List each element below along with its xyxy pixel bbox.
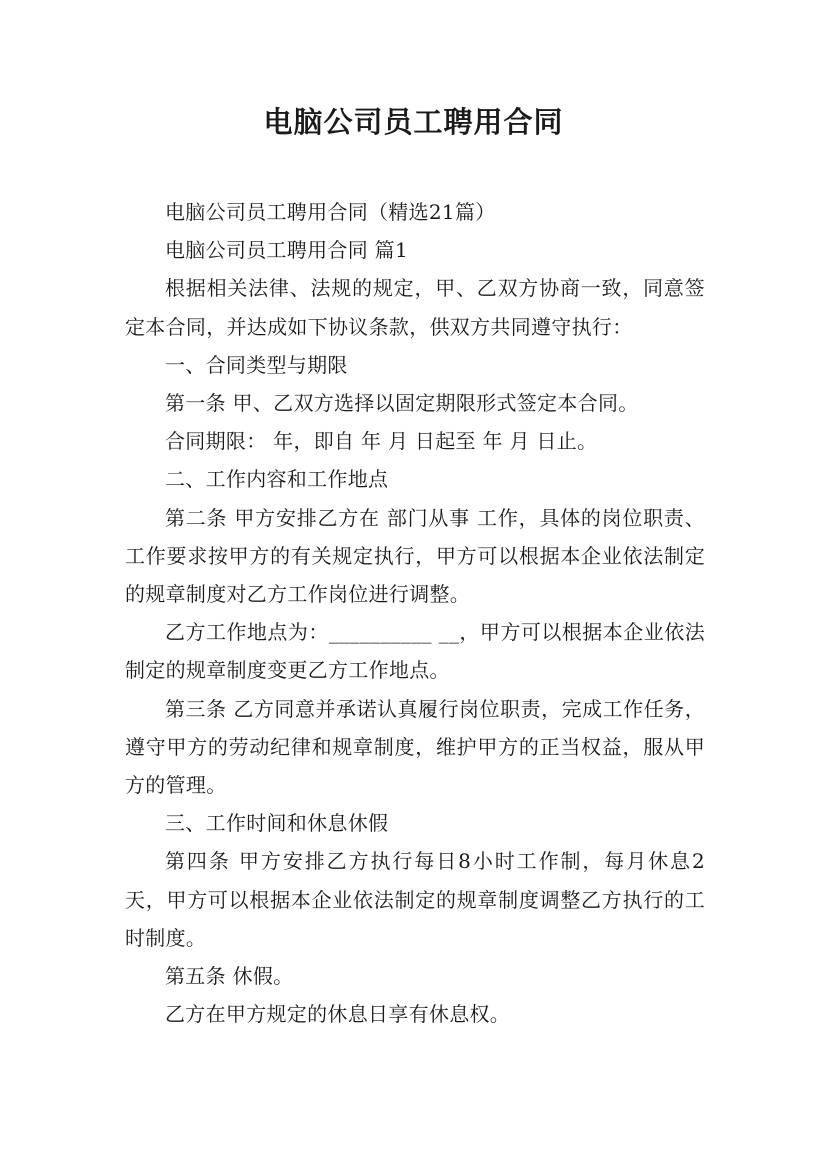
paragraph-article-3: 第三条 乙方同意并承诺认真履行岗位职责，完成工作任务，遵守甲方的劳动纪律和规章制度，维护甲方的正当权益，服从甲方的管理。 (125, 696, 705, 798)
paragraph-subtitle: 电脑公司员工聘用合同（精选21篇） (165, 200, 496, 224)
section-heading-working-hours: 三、工作时间和休息休假 (165, 811, 389, 836)
section-heading-contract-type: 一、合同类型与期限 (165, 352, 348, 377)
paragraph-preamble: 根据相关法律、法规的规定，甲、乙双方协商一致，同意签定本合同，并达成如下协议条款，供双方共同遵守执行： (125, 276, 705, 339)
paragraph-article-2: 第二条 甲方安排乙方在 部门从事 工作，具体的岗位职责、工作要求按甲方的有关规定执行，甲方可以根据本企业依法制定的规章制度对乙方工作岗位进行调整。 (125, 505, 705, 607)
document-title: 电脑公司员工聘用合同 (263, 105, 564, 139)
section-heading-work-content: 二、工作内容和工作地点 (165, 467, 389, 492)
paragraph-rest-right: 乙方在甲方规定的休息日享有休息权。 (165, 1002, 511, 1027)
document-body (125, 193, 705, 1033)
paragraph-contract-term: 合同期限： 年，即自 年 月 日起至 年 月 日止。 (165, 429, 598, 454)
paragraph-article-4: 第四条 甲方安排乙方执行每日8小时工作制，每月休息2天，甲方可以根据本企业依法制定的规章制度调整乙方执行的工时制度。 (125, 849, 705, 950)
paragraph-chapter-heading: 电脑公司员工聘用合同 篇1 (165, 238, 408, 263)
paragraph-article-5: 第五条 休假。 (165, 964, 294, 989)
paragraph-article-1: 第一条 甲、乙双方选择以固定期限形式签定本合同。 (165, 391, 639, 416)
paragraph-work-location: 乙方工作地点为：__________ __，甲方可以根据本企业依法制定的规章制度变更乙方工作地点。 (125, 620, 705, 683)
